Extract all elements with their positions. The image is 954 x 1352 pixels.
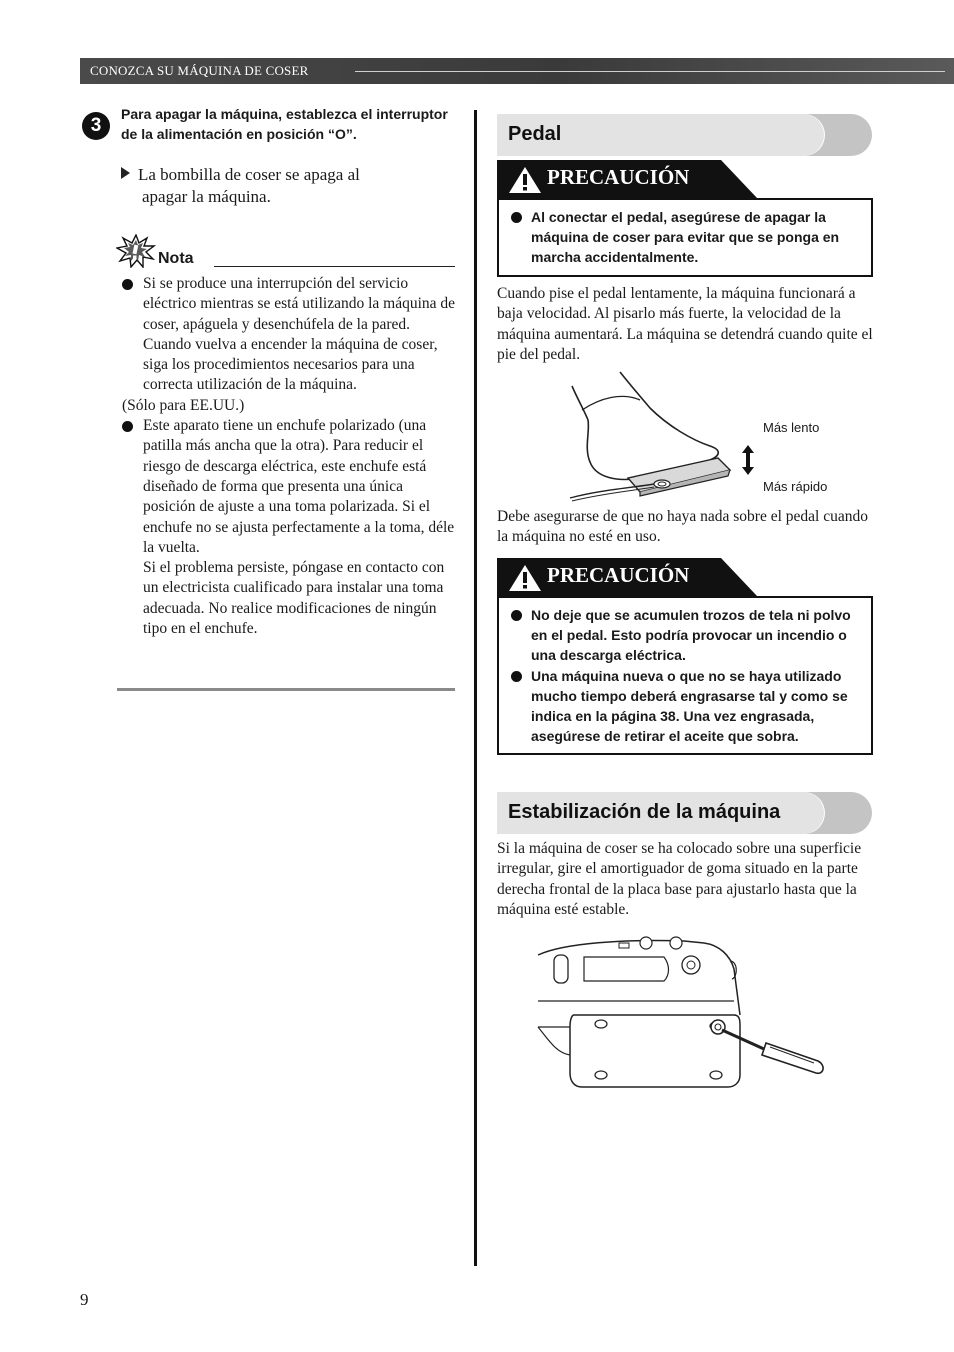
slower-label: Más lento <box>763 420 820 435</box>
page-number: 9 <box>80 1290 89 1309</box>
section-title: Estabilización de la máquina <box>508 801 781 823</box>
page-header <box>80 58 954 84</box>
note-bottom-rule <box>117 688 455 691</box>
up-down-arrow-icon <box>740 445 756 475</box>
header-title: CONOZCA SU MÁQUINA DE COSER <box>90 63 309 78</box>
stabilization-description: Si la máquina de coser se ha colocado sobre una superficie irregular, gire el amortiguador de goma situado en la parte derecha frontal de la placa base para ajustarlo hasta que la máquina esté estable. <box>497 840 862 918</box>
machine-base-illustration <box>534 935 829 1090</box>
note-title: Nota <box>158 250 194 267</box>
bullet-icon <box>511 671 522 682</box>
caution-tag <box>497 558 873 596</box>
note-item-text: Si se produce una interrupción del servicio eléctrico mientras se está utilizando la máquina de coser, apáguela y desenchúfela de la pared. Cuando vuelva a encender la máquina de coser, siga los procedimientos necesarios para una correcta utilización de la máquina. <box>143 275 456 394</box>
note-region-label: (Sólo para EE.UU.) <box>122 396 245 414</box>
bullet-icon <box>122 421 133 432</box>
caution-item <box>509 605 861 666</box>
caution-item-text: No deje que se acumulen trozos de tela ni polvo en el pedal. Esto podría provocar un incendio o una descarga eléctrica. <box>531 607 851 664</box>
bullet-icon <box>511 212 522 223</box>
caution-box <box>497 160 873 277</box>
bullet-icon <box>511 610 522 621</box>
caution-content <box>497 596 873 755</box>
step-result-line1: La bombilla de coser se apaga al <box>138 165 360 184</box>
caution-label: PRECAUCIÓN <box>547 165 690 189</box>
caution-tag <box>497 160 873 198</box>
foot-pedal-illustration <box>560 370 740 505</box>
faster-label: Más rápido <box>763 479 828 494</box>
step-number-badge: 3 <box>82 112 110 140</box>
caution-item-text: Una máquina nueva o que no se haya utilizado mucho tiempo deberá engrasarse tal y como se indica en la página 38. Una vez engrasada, asegúrese de retirar el aceite que sobra. <box>531 667 848 745</box>
note-body <box>122 274 456 639</box>
result-arrow-icon <box>121 167 130 179</box>
step-instruction: Para apagar la máquina, establezca el interruptor de la alimentación en posición “O”. <box>121 106 448 142</box>
note-item <box>122 274 456 396</box>
pedal-description: Cuando pise el pedal lentamente, la máquina funcionará a baja velocidad. Al pisarlo más fuerte, la velocidad de la máquina aumentará. La máquina se detendrá cuando quite el pie del pedal. <box>497 285 873 363</box>
section-heading-stabilization <box>497 792 872 834</box>
note-item-text: Este aparato tiene un enchufe polarizado (una patilla más ancha que la otra). Para reducir el riesgo de descarga eléctrica, este enchufe está diseñado de forma que presenta una única posición de ajuste a una toma polarizada. Si el enchufe no se ajusta perfectamente a la toma, déle la vuelta. <box>143 417 455 556</box>
note-burst-icon <box>116 234 156 268</box>
caution-item <box>509 207 861 268</box>
step-result <box>121 164 451 208</box>
column-divider <box>474 110 477 1266</box>
caution-box <box>497 558 873 755</box>
header-rule <box>355 71 945 72</box>
caution-label: PRECAUCIÓN <box>547 563 690 587</box>
section-title: Pedal <box>508 123 562 145</box>
step-result-line2: apagar la máquina. <box>142 187 271 206</box>
warning-triangle-icon <box>508 564 542 592</box>
caution-item <box>509 666 861 747</box>
warning-triangle-icon <box>508 166 542 194</box>
section-heading-pedal <box>497 114 872 156</box>
note-item-text-cont: Si el problema persiste, póngase en contacto con un electricista cualificado para instalar una toma adecuada. No realice modificaciones de ningún tipo en el enchufe. <box>143 559 445 638</box>
note-item <box>122 416 456 639</box>
pedal-storage-note: Debe asegurarse de que no haya nada sobre el pedal cuando la máquina no esté en uso. <box>497 508 868 546</box>
bullet-icon <box>122 279 133 290</box>
note-title-rule <box>214 266 455 267</box>
caution-item-text: Al conectar el pedal, asegúrese de apagar la máquina de coser para evitar que se ponga en marcha accidentalmente. <box>531 209 840 266</box>
caution-content <box>497 198 873 277</box>
